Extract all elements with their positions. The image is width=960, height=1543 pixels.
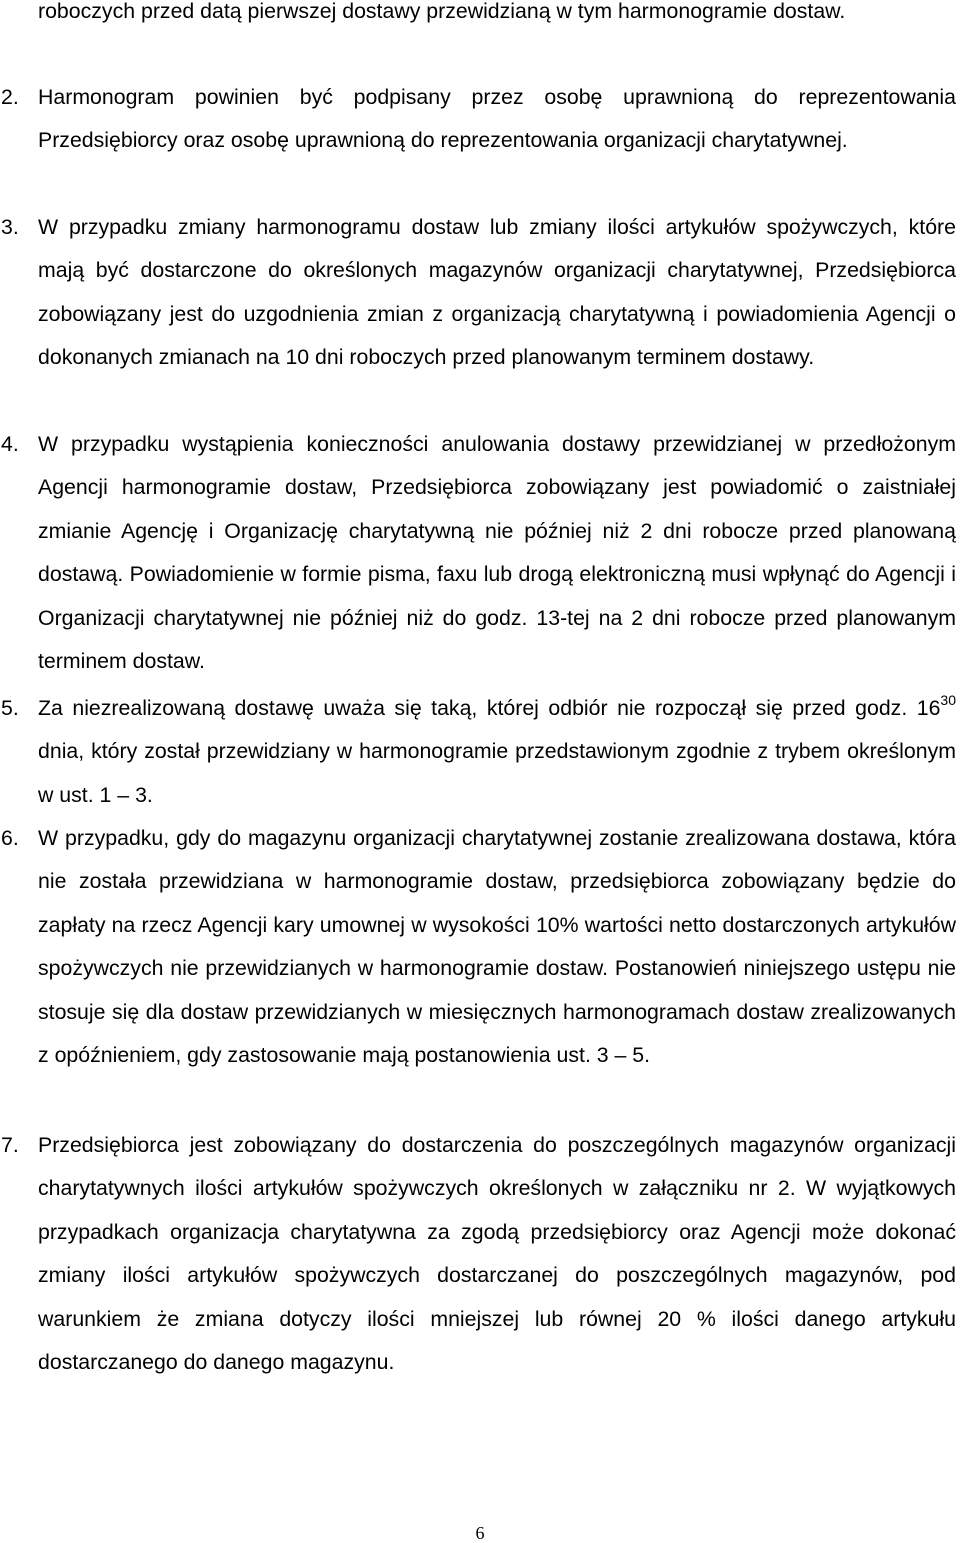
list-item-number: 4. bbox=[1, 432, 19, 456]
list-item-text: Harmonogram powinien być podpisany przez osobę uprawnioną do reprezentowania Przedsiębiorcy oraz osobę uprawnioną do reprezentowania organizacji charytatywnej. bbox=[38, 85, 956, 153]
list-item-number: 6. bbox=[1, 826, 19, 850]
list-item bbox=[1, 817, 956, 1077]
list-item bbox=[1, 206, 956, 380]
list-item-number: 7. bbox=[1, 1133, 19, 1157]
paragraph-text: roboczych przed datą pierwszej dostawy przewidzianą w tym harmonogramie dostaw. bbox=[38, 0, 846, 23]
list-item bbox=[1, 687, 956, 817]
list-item-number: 2. bbox=[1, 85, 19, 109]
list-item-number: 3. bbox=[1, 215, 19, 239]
list-item-text bbox=[38, 687, 956, 817]
list-item-text: W przypadku zmiany harmonogramu dostaw lub zmiany ilości artykułów spożywczych, które mają być dostarczone do określonych magazynów organizacji charytatywnej, Przedsiębiorca zobowiązany jest do uzgodnienia zmian z organizacją charytatywną i powiadomienia Agencji o dokonanych zmianach na 10 dni roboczych przed planowanym terminem dostawy. bbox=[38, 215, 956, 370]
text-segment: dnia, który został przewidziany w harmonogramie przedstawionym zgodnie z trybem określonym w ust. 1 – 3. bbox=[38, 739, 956, 807]
list-item-text: W przypadku wystąpienia konieczności anulowania dostawy przewidzianej w przedłożonym Agencji harmonogramie dostaw, Przedsiębiorca zobowiązany jest powiadomić o zaistniałej zmianie Agencję i Organizację charytatywną nie później niż 2 dni robocze przed planowaną dostawą. Powiadomienie w formie pisma, faxu lub drogą elektroniczną musi wpłynąć do Agencji i Organizacji charytatywnej nie później niż do godz. 13-tej na 2 dni robocze przed planowanym terminem dostaw. bbox=[38, 432, 956, 674]
list-item-text: Przedsiębiorca jest zobowiązany do dostarczenia do poszczególnych magazynów organizacji charytatywnych ilości artykułów spożywczych określonych w załączniku nr 2. W wyjątkowych przypadkach organizacja charytatywna za zgodą przedsiębiorcy oraz Agencji może dokonać zmiany ilości artykułów spożywczych dostarczanej do poszczególnych magazynów, pod warunkiem że zmiana dotyczy ilości mniejszej lub równej 20 % ilości danego artykułu dostarczanego do danego magazynu. bbox=[38, 1133, 956, 1375]
text-segment: Za niezrealizowaną dostawę uważa się taką, której odbiór nie rozpoczął się przed godz. 16 bbox=[38, 696, 941, 720]
superscript-minutes: 30 bbox=[940, 692, 956, 708]
list-item bbox=[1, 76, 956, 163]
list-item-number: 5. bbox=[1, 696, 19, 720]
page-number: 6 bbox=[475, 1523, 485, 1543]
paragraph-continuation bbox=[38, 0, 956, 33]
list-item bbox=[1, 1124, 956, 1384]
list-item bbox=[1, 423, 956, 683]
list-item-text: W przypadku, gdy do magazynu organizacji charytatywnej zostanie zrealizowana dostawa, która nie została przewidziana w harmonogramie dostaw, przedsiębiorca zobowiązany będzie do zapłaty na rzecz Agencji kary umownej w wysokości 10% wartości netto dostarczonych artykułów spożywczych nie przewidzianych w harmonogramie dostaw. Postanowień niniejszego ustępu nie stosuje się dla dostaw przewidzianych w miesięcznych harmonogramach dostaw zrealizowanych z opóźnieniem, gdy zastosowanie mają postanowienia ust. 3 – 5. bbox=[38, 826, 956, 1068]
